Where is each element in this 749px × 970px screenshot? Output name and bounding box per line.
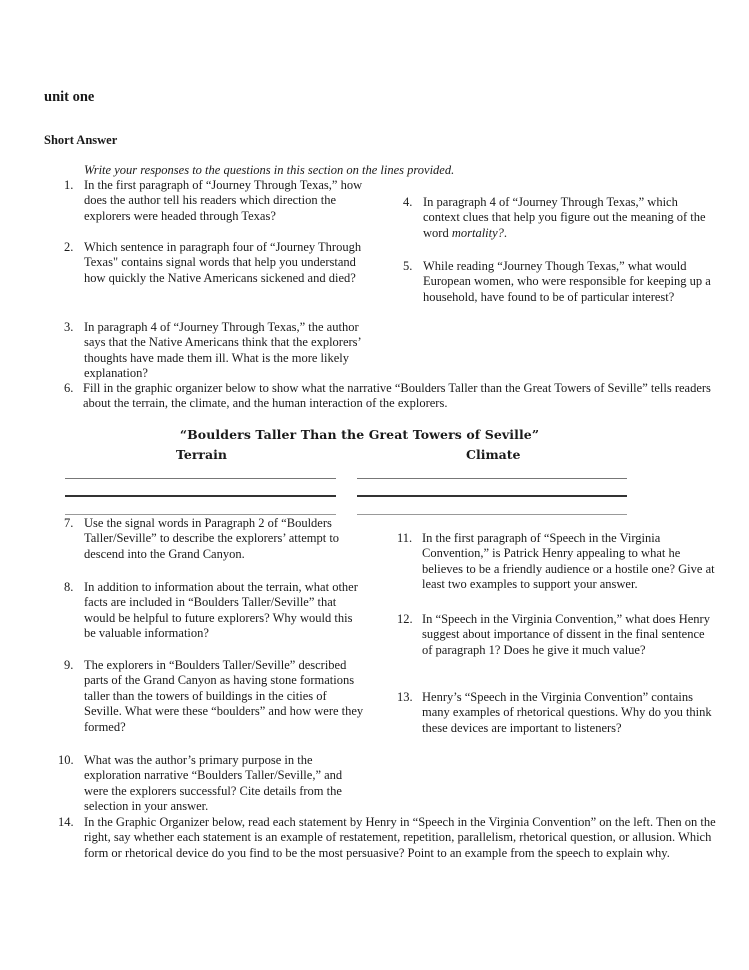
question-number: 3. bbox=[64, 320, 74, 334]
question-number: 9. bbox=[64, 658, 74, 672]
question-number: 5. bbox=[403, 259, 413, 273]
question-number: 6. bbox=[64, 381, 74, 395]
organizer-column-terrain: Terrain bbox=[176, 447, 227, 462]
question-text: In “Speech in the Virginia Convention,” what does Henry suggest about importance of dissent in the final sentence of paragraph 1? Does he give it much value? bbox=[422, 612, 710, 657]
organizer-title: “Boulders Taller Than the Great Towers of Seville” bbox=[179, 427, 540, 442]
question-text: In the Graphic Organizer below, read each statement by Henry in “Speech in the Virginia Convention” on the left. Then on the right, say whether each statement is an example of restatement, repetition, parallelism, rhetorical question, or allusion. Which form or rhetorical device do you find to be the most persuasive? Point to an example from the speech to explain why. bbox=[84, 815, 716, 860]
organizer-column-climate: Climate bbox=[466, 447, 521, 462]
answer-line-climate-1[interactable] bbox=[357, 478, 627, 479]
question-5 bbox=[403, 259, 713, 305]
question-1 bbox=[64, 178, 364, 224]
question-number: 4. bbox=[403, 195, 413, 209]
question-7 bbox=[64, 516, 364, 562]
answer-line-climate-2[interactable] bbox=[357, 495, 627, 497]
question-10 bbox=[58, 753, 364, 815]
answer-line-terrain-2[interactable] bbox=[65, 495, 336, 497]
question-text: The explorers in “Boulders Taller/Seville” described parts of the Grand Canyon as having stone formations taller than the towers of buildings in the cities of Seville. What were these “boulders” and how were they formed? bbox=[84, 658, 364, 734]
question-number: 13. bbox=[397, 690, 413, 704]
question-text: In the first paragraph of “Journey Through Texas,” how does the author tell his readers which direction the explorers were headed through Texas? bbox=[84, 178, 363, 223]
question-text: What was the author’s primary purpose in the exploration narrative “Boulders Taller/Seville,” and were the explorers successful? Cite details from the selection in your answer. bbox=[84, 753, 343, 814]
question-number: 12. bbox=[397, 612, 413, 626]
unit-title: unit one bbox=[44, 89, 95, 105]
question-number: 14. bbox=[58, 815, 74, 829]
answer-line-terrain-3[interactable] bbox=[65, 514, 336, 515]
question-13 bbox=[397, 690, 717, 736]
question-text: Use the signal words in Paragraph 2 of “Boulders Taller/Seville” to describe the explorers’ attempt to descend into the Grand Canyon. bbox=[84, 516, 340, 561]
question-8 bbox=[64, 580, 364, 642]
question-text: In paragraph 4 of “Journey Through Texas,” which context clues that help you figure out the meaning of the word mortality?. bbox=[423, 195, 706, 240]
question-text: In paragraph 4 of “Journey Through Texas,” the author says that the Native Americans think that the explorers’ thoughts have made them ill. What is the more likely explanation? bbox=[84, 320, 361, 381]
instructions: Write your responses to the questions in this section on the lines provided. bbox=[84, 163, 455, 177]
question-number: 11. bbox=[397, 531, 413, 545]
question-4 bbox=[403, 195, 713, 241]
question-11 bbox=[397, 531, 717, 593]
question-3 bbox=[64, 320, 364, 382]
question-12 bbox=[397, 612, 717, 658]
section-title: Short Answer bbox=[44, 133, 118, 147]
question-number: 7. bbox=[64, 516, 74, 530]
question-text: Henry’s “Speech in the Virginia Convention” contains many examples of rhetorical questions. Why do you think these devices are important to listeners? bbox=[422, 690, 712, 735]
answer-line-climate-3[interactable] bbox=[357, 514, 627, 515]
question-text: While reading “Journey Though Texas,” what would European women, who were responsible for keeping up a household, have found to be of particular interest? bbox=[423, 259, 711, 304]
answer-line-terrain-1[interactable] bbox=[65, 478, 336, 479]
question-text: In addition to information about the terrain, what other facts are included in “Boulders Taller/Seville” that would be helpful to future explorers? Why would this be valuable information? bbox=[84, 580, 358, 641]
question-number: 2. bbox=[64, 240, 74, 254]
question-number: 8. bbox=[64, 580, 74, 594]
emphasized-word: mortality? bbox=[451, 225, 504, 240]
question-14 bbox=[58, 815, 724, 861]
question-text: In the first paragraph of “Speech in the Virginia Convention,” is Patrick Henry appealing to what he believes to be a friendly audience or a hostile one? Give at least two examples to support your answer. bbox=[422, 531, 715, 592]
question-9 bbox=[64, 658, 364, 735]
question-number: 10. bbox=[58, 753, 74, 767]
question-2 bbox=[64, 240, 364, 286]
question-text: Which sentence in paragraph four of “Journey Through Texas" contains signal words that help you understand how quickly the Native Americans sickened and died? bbox=[84, 240, 362, 285]
question-number: 1. bbox=[64, 178, 74, 192]
question-6 bbox=[64, 381, 724, 412]
question-text: Fill in the graphic organizer below to show what the narrative “Boulders Taller than the Great Towers of Seville” tells readers about the terrain, the climate, and the human interaction of the explorers. bbox=[83, 381, 711, 411]
